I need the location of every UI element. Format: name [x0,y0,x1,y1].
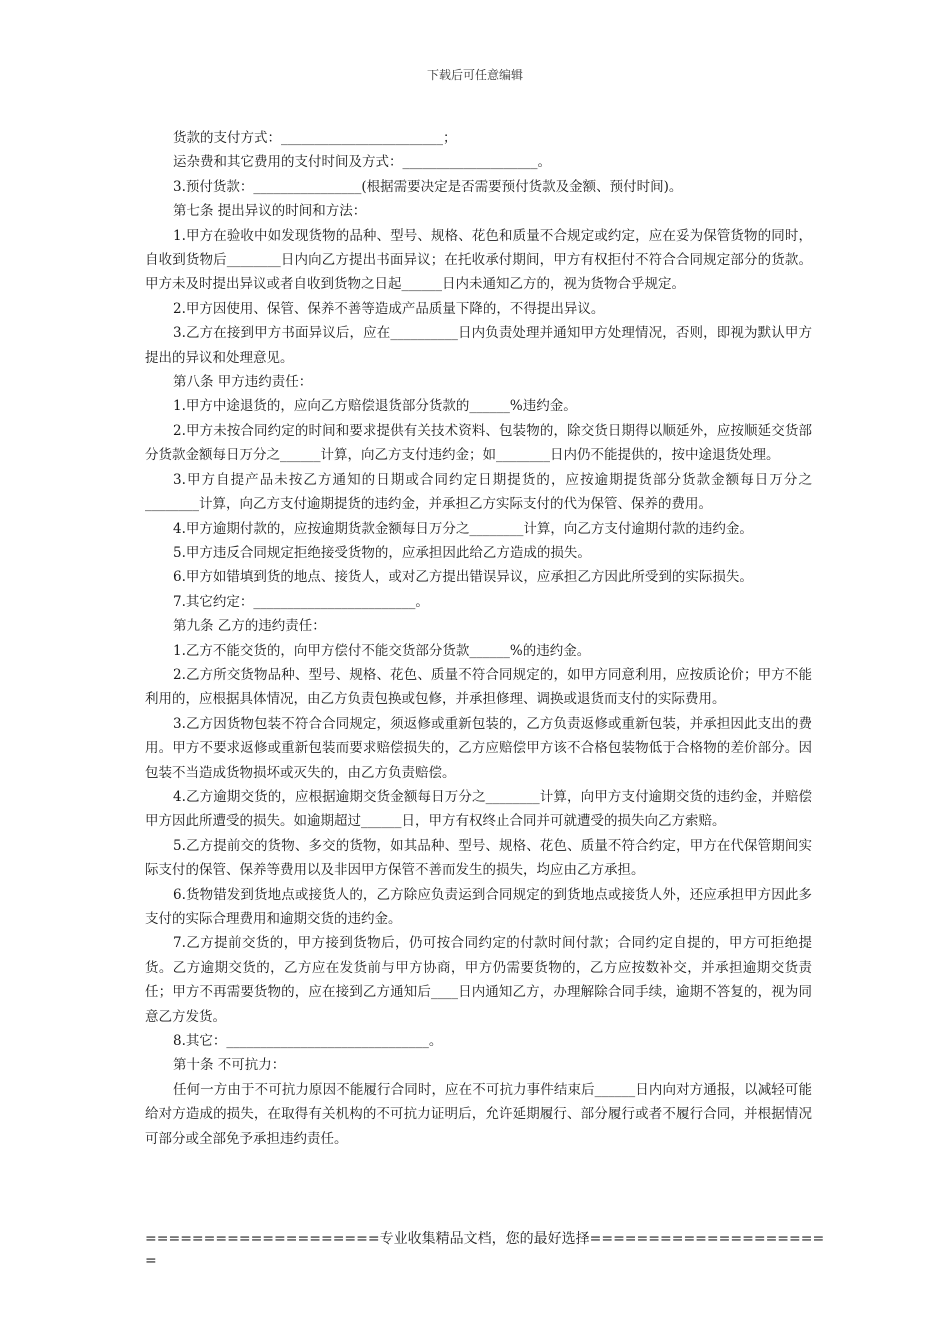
article-9-item-1: 1.乙方不能交货的，向甲方偿付不能交货部分货款______%的违约金。 [173,642,591,659]
article-7-item-3: 3.乙方在接到甲方书面异议后，应在__________日内负责处理并通知甲方处理情况，否则，即视为默认甲方提出的异议和处理意见。 [145,325,812,366]
article-10-body: 任何一方由于不可抗力原因不能履行合同时，应在不可抗力事件结束后______日内向对方通报，以减轻可能给对方造成的损失，在取得有关机构的不可抗力证明后，允许延期履行、部分履行或者不履行合同，并根据情况可部分或全部免予承担违约责任。 [145,1081,812,1147]
article-8-item-6: 6.甲方如错填到货的地点、接货人，或对乙方提出错误异议，应承担乙方因此所受到的实际损失。 [173,569,753,586]
page-footer: ====================专业收集精品文档，您的最好选择===================== [145,1231,825,1269]
article-9-item-6: 6.货物错发到货地点或接货人的，乙方除应负责运到合同规定的到货地点或接货人外，还应承担甲方因此多支付的实际合理费用和逾期交货的违约金。 [145,886,812,927]
article-8-item-2: 2.甲方未按合同约定的时间和要求提供有关技术资料、包装物的，除交货日期得以顺延外，应按顺延交货部分货款金额每日万分之______计算，向乙方支付违约金；如________日内仍不能提供的，按中途退货处理。 [145,422,812,464]
advance-payment: 3.预付货款：________________(根据需要决定是否需要预付货款及金额、预付时间)。 [173,178,683,195]
article-9-item-7: 7.乙方提前交货的，甲方接到货物后，仍可按合同约定的付款时间付款；合同约定自提的，甲方可拒绝提货。乙方逾期交货的，乙方应在发货前与甲方协商，甲方仍需要货物的，乙方应按数补交，并承担逾期交货责任；甲方不再需要货物的，应在接到乙方通知后____日内通知乙方，办理解除合同手续，逾期不答复的，视为同意乙方发货。 [145,935,812,1025]
document-body [145,126,812,1151]
article-9-heading: 第九条 乙方的违约责任： [173,618,326,635]
article-9-item-8: 8.其它：______________________________。 [173,1033,443,1050]
article-9-item-3: 3.乙方因货物包装不符合合同规定，须返修或重新包装的，乙方负责返修或重新包装，并承担因此支出的费用。甲方不要求返修或重新包装而要求赔偿损失的，乙方应赔偿甲方该不合格包装物低于合格物的差价部分。因包装不当造成货物损坏或灭失的，由乙方负责赔偿。 [145,715,812,781]
article-9-item-4: 4.乙方逾期交货的，应根据逾期交货金额每日万分之________计算，向甲方支付逾期交货的违约金，并赔偿甲方因此所遭受的损失。如逾期超过______日，甲方有权终止合同并可就遭受的损失向乙方索赔。 [145,788,812,830]
article-8-item-1: 1.甲方中途退货的，应向乙方赔偿退货部分货款的______%违约金。 [173,398,577,415]
article-8-item-5: 5.甲方违反合同规定拒绝接受货物的，应承担因此给乙方造成的损失。 [173,544,591,561]
article-7-item-1: 1.甲方在验收中如发现货物的品种、型号、规格、花色和质量不合规定或约定，应在妥为保管货物的同时，自收到货物后________日内向乙方提出书面异议；在托收承付期间，甲方有权拒付不符合合同规定部分的货款。甲方未及时提出异议或者自收到货物之日起______日内未通知乙方的，视为货物合乎规定。 [145,227,812,293]
article-8-heading: 第八条 甲方违约责任： [173,374,313,391]
article-10-heading: 第十条 不可抗力： [173,1057,286,1074]
article-8-item-3: 3.甲方自提产品未按乙方通知的日期或合同约定日期提货的，应按逾期提货部分货款金额每日万分之________计算，向乙方支付逾期提货的违约金，并承担乙方实际支付的代为保管、保养的费用。 [145,471,812,513]
article-7-item-2: 2.甲方因使用、保管、保养不善等造成产品质量下降的，不得提出异议。 [173,300,605,317]
article-8-item-7: 7.其它约定：________________________。 [173,593,429,610]
article-9-item-2: 2.乙方所交货物品种、型号、规格、花色、质量不符合同规定的，如甲方同意利用，应按质论价；甲方不能利用的，应根据具体情况，由乙方负责包换或包修，并承担修理、调换或退货而支付的实际费用。 [145,666,812,708]
article-9-item-5: 5.乙方提前交的货物、多交的货物，如其品种、型号、规格、花色、质量不符合约定，甲方在代保管期间实际支付的保管、保养等费用以及非因甲方保管不善而发生的损失，均应由乙方承担。 [145,837,812,879]
page-header: 下载后可任意编辑 [426,68,523,82]
article-8-item-4: 4.甲方逾期付款的，应按逾期货款金额每日万分之________计算，向乙方支付逾期付款的违约金。 [173,520,753,537]
article-7-heading: 第七条 提出异议的时间和方法： [173,203,367,220]
freight-payment: 运杂费和其它费用的支付时间及方式：____________________。 [173,154,551,171]
payment-method: 货款的支付方式：________________________； [173,130,457,146]
